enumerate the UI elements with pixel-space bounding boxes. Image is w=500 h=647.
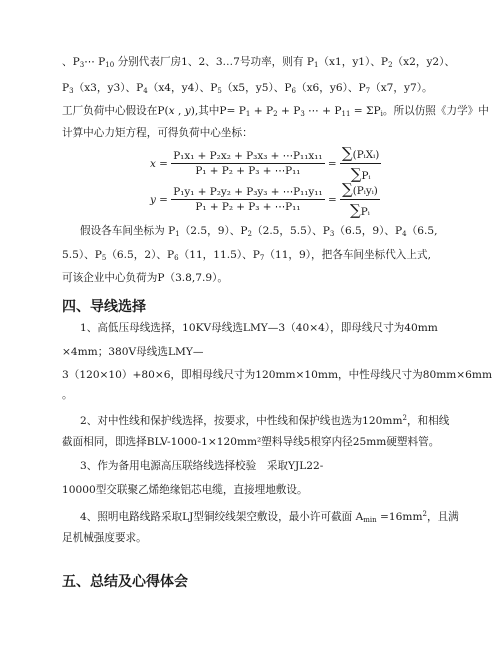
section-heading-5: 五、总结及心得体会: [62, 574, 188, 590]
fraction-y: $\frac{\text{P₁y₁ + P₂y₂ + P₃y₃ + ⋯P₁₁y₁₁}}{\text{P₁ + P₂ + P₃ + ⋯P₁₁}}$: [173, 186, 323, 213]
formula-x: x = $\frac{\text{P₁x₁ + P₂x₂ + P₃x₃ + ⋯P₁₁x₁₁}}{\text{P₁ + P₂ + P₃ + ⋯P₁₁}}$ = $\frac{\text{∑(PᵢXᵢ)}}{\text{∑Pᵢ}}$: [150, 144, 380, 183]
section-heading-4: 四、导线选择: [62, 299, 146, 315]
text-line-assume: 假设各车间坐标为 $P_1(2.5$，9）、$P_2(2.5$，5.5）、$P_3(6.5$，9）、$P_4(6.5$,: [80, 225, 438, 238]
list-item-2: 2、对中性线和保护线选择，按要求，中性线和保护线也选为$120mm^2$，和相线: [80, 414, 450, 427]
text-line-p-list: 、$P_3\cdots$ $P_{10}$ 分别代表厂房1、2、3…7号功率，则有 $P_1(x1$，y1）、$P_2(x2$，y2）、: [62, 56, 456, 69]
list-item-2-cont: 截面相同，即选择BLV-1000-1×120mm²塑料导线5根穿内径25mm硬塑料管。: [62, 436, 440, 448]
text-line-result: 可该企业中心负荷为P（3.8,7.9）。: [62, 272, 229, 284]
list-item-4: 4、照明电路线路采取LJ型铜绞线架空敷设，最小许可截面 $A_{min} =16mm^2$，且满: [80, 510, 459, 524]
text-line-assume-cont: 5.5）、$P_5(6.5$，2）、$P_6(11$，11.5）、$P_7(11$，9），把各车间坐标代入上式,: [62, 249, 431, 262]
list-item-4-cont: 足机械强度要求。: [62, 532, 147, 544]
text-line-moment: 计算中心力矩方程，可得负荷中心坐标：: [62, 127, 253, 139]
text-line-p-coords: $P_3(x3$，y3）、$P_4(x4$，y4）、$P_5(x5$，y5）、$P_6(x6$，y6）、$P_7(x7$，y7）。: [62, 82, 433, 95]
text-line-load-center: 工厂负荷中心假设在P(x , y),其中$P= P_1 + P_2 + P_3$ ⋯ + $P_{11} = \Sigma P_i$。所以仿照《力学》中: [62, 105, 489, 118]
list-item-1: 1、高低压母线选择，10KV母线选LMY—3（40×4），即母线尺寸为40mm: [80, 322, 438, 334]
list-item-3: 3、作为备用电源高压联络线选择校验 采取YJL22-: [80, 460, 324, 472]
list-item-1-cont2: 3（120×10）+80×6，即相母线尺寸为120mm×10mm，中性母线尺寸为80mm×6mm: [62, 369, 493, 381]
list-item-3-cont: 10000型交联聚乙烯绝缘铝芯电缆，直接埋地敷设。: [62, 484, 308, 496]
formula-y: y = $\frac{\text{P₁y₁ + P₂y₂ + P₃y₃ + ⋯P₁₁y₁₁}}{\text{P₁ + P₂ + P₃ + ⋯P₁₁}}$ = $\frac{\text{∑(Pᵢyᵢ)}}{\text{∑Pᵢ}}$: [150, 180, 378, 219]
list-item-1-cont: ×4mm；380V母线选LMY—: [62, 346, 204, 358]
sum-fraction-y: $\frac{\text{∑(Pᵢyᵢ)}}{\text{∑Pᵢ}}$: [341, 180, 378, 219]
sum-fraction-x: $\frac{\text{∑(PᵢXᵢ)}}{\text{∑Pᵢ}}$: [341, 144, 380, 183]
fraction-x: $\frac{\text{P₁x₁ + P₂x₂ + P₃x₃ + ⋯P₁₁x₁₁}}{\text{P₁ + P₂ + P₃ + ⋯P₁₁}}$: [173, 150, 323, 177]
list-item-1-end: 。: [62, 389, 73, 401]
